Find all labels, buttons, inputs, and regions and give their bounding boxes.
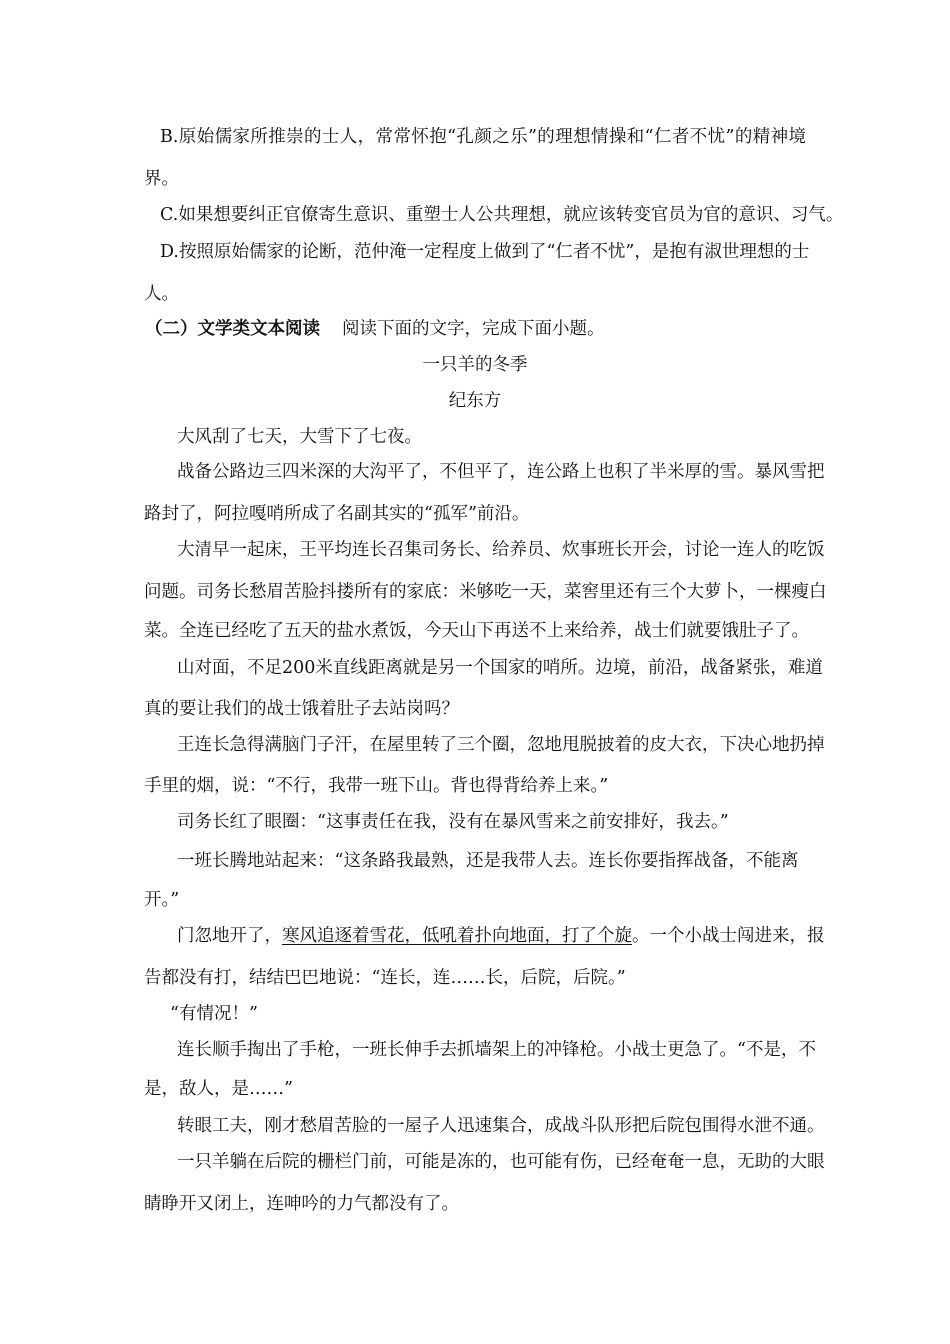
paragraph-line: 大风刮了七天，大雪下了七夜。 bbox=[177, 427, 422, 447]
option-b-line-1: B.原始儒家所推崇的士人，常常怀抱“孔颜之乐”的理想情操和“仁者不忧”的精神境 bbox=[160, 127, 806, 147]
paragraph-line: 开。” bbox=[144, 890, 180, 910]
paragraph-line: 是，敌人，是……” bbox=[144, 1079, 293, 1099]
paragraph-line: 大清早一起床，王平均连长召集司务长、给养员、炊事班长开会，讨论一连人的吃饭 bbox=[177, 540, 825, 560]
paragraph-line: 手里的烟，说：“不行，我带一班下山。背也得背给养上来。” bbox=[144, 776, 609, 796]
paragraph-line: 一只羊躺在后院的栅栏门前，可能是冻的，也可能有伤，已经奄奄一息，无助的大眼 bbox=[177, 1152, 825, 1172]
underlined-sentence: 寒风追逐着雪花，低吼着扑向地面，打了个旋 bbox=[282, 926, 632, 946]
paragraph-line: “有情况！” bbox=[170, 1004, 258, 1024]
option-d-line-1: D.按照原始儒家的论断，范仲淹一定程度上做到了“仁者不忧”，是抱有淑世理想的士 bbox=[160, 242, 810, 262]
article-author: 纪东方 bbox=[448, 391, 502, 411]
paragraph-line: 菜。全连已经吃了五天的盐水煮饭，今天山下再送不上来给养，战士们就要饿肚子了。 bbox=[144, 621, 809, 641]
text-segment: 。一个小战士闯进来，报 bbox=[632, 926, 825, 946]
paragraph-line: 连长顺手掏出了手枪，一班长伸手去抓墙架上的冲锋枪。小战士更急了。“不是，不 bbox=[177, 1040, 816, 1060]
paragraph-line: 司务长红了眼圈：“这事责任在我，没有在暴风雪来之前安排好，我去。” bbox=[177, 812, 729, 832]
option-b-line-2: 界。 bbox=[144, 169, 179, 189]
paragraph-line: 睛睁开又闭上，连呻吟的力气都没有了。 bbox=[144, 1194, 459, 1214]
paragraph-line: 山对面，不足200米直线距离就是另一个国家的哨所。边境，前沿，战备紧张，难道 bbox=[177, 658, 823, 678]
article-title: 一只羊的冬季 bbox=[422, 355, 528, 375]
option-c: C.如果想要纠正官僚寄生意识、重塑士人公共理想，就应该转变官员为官的意识、习气。 bbox=[160, 205, 844, 225]
paragraph-line: 转眼工夫，刚才愁眉苦脸的一屋子人迅速集合，成战斗队形把后院包围得水泄不通。 bbox=[177, 1116, 825, 1136]
paragraph-line: 王连长急得满脑门子汗，在屋里转了三个圈，忽地甩脱披着的皮大衣，下决心地扔掉 bbox=[177, 735, 825, 755]
section-heading: （二）文学类文本阅读 bbox=[145, 319, 320, 339]
paragraph-line: 真的要让我们的战士饿着肚子去站岗吗？ bbox=[144, 699, 459, 719]
section-instruction: 阅读下面的文字，完成下面小题。 bbox=[342, 319, 605, 339]
text-segment: 门忽地开了， bbox=[177, 926, 282, 946]
paragraph-line: 告都没有打，结结巴巴地说：“连长，连……长，后院，后院。” bbox=[144, 968, 626, 988]
option-d-line-2: 人。 bbox=[144, 284, 179, 304]
paragraph-line: 问题。司务长愁眉苦脸抖搂所有的家底：米够吃一天，菜窖里还有三个大萝卜，一棵瘦白 bbox=[144, 582, 827, 602]
paragraph-line: 战备公路边三四米深的大沟平了，不但平了，连公路上也积了半米厚的雪。暴风雪把 bbox=[177, 462, 825, 482]
paragraph-line-with-underline bbox=[177, 925, 825, 947]
paragraph-line: 一班长腾地站起来：“这条路我最熟，还是我带人去。连长你要指挥战备，不能离 bbox=[177, 851, 799, 871]
paragraph-line: 路封了，阿拉嘎哨所成了名副其实的“孤军”前沿。 bbox=[144, 504, 530, 524]
